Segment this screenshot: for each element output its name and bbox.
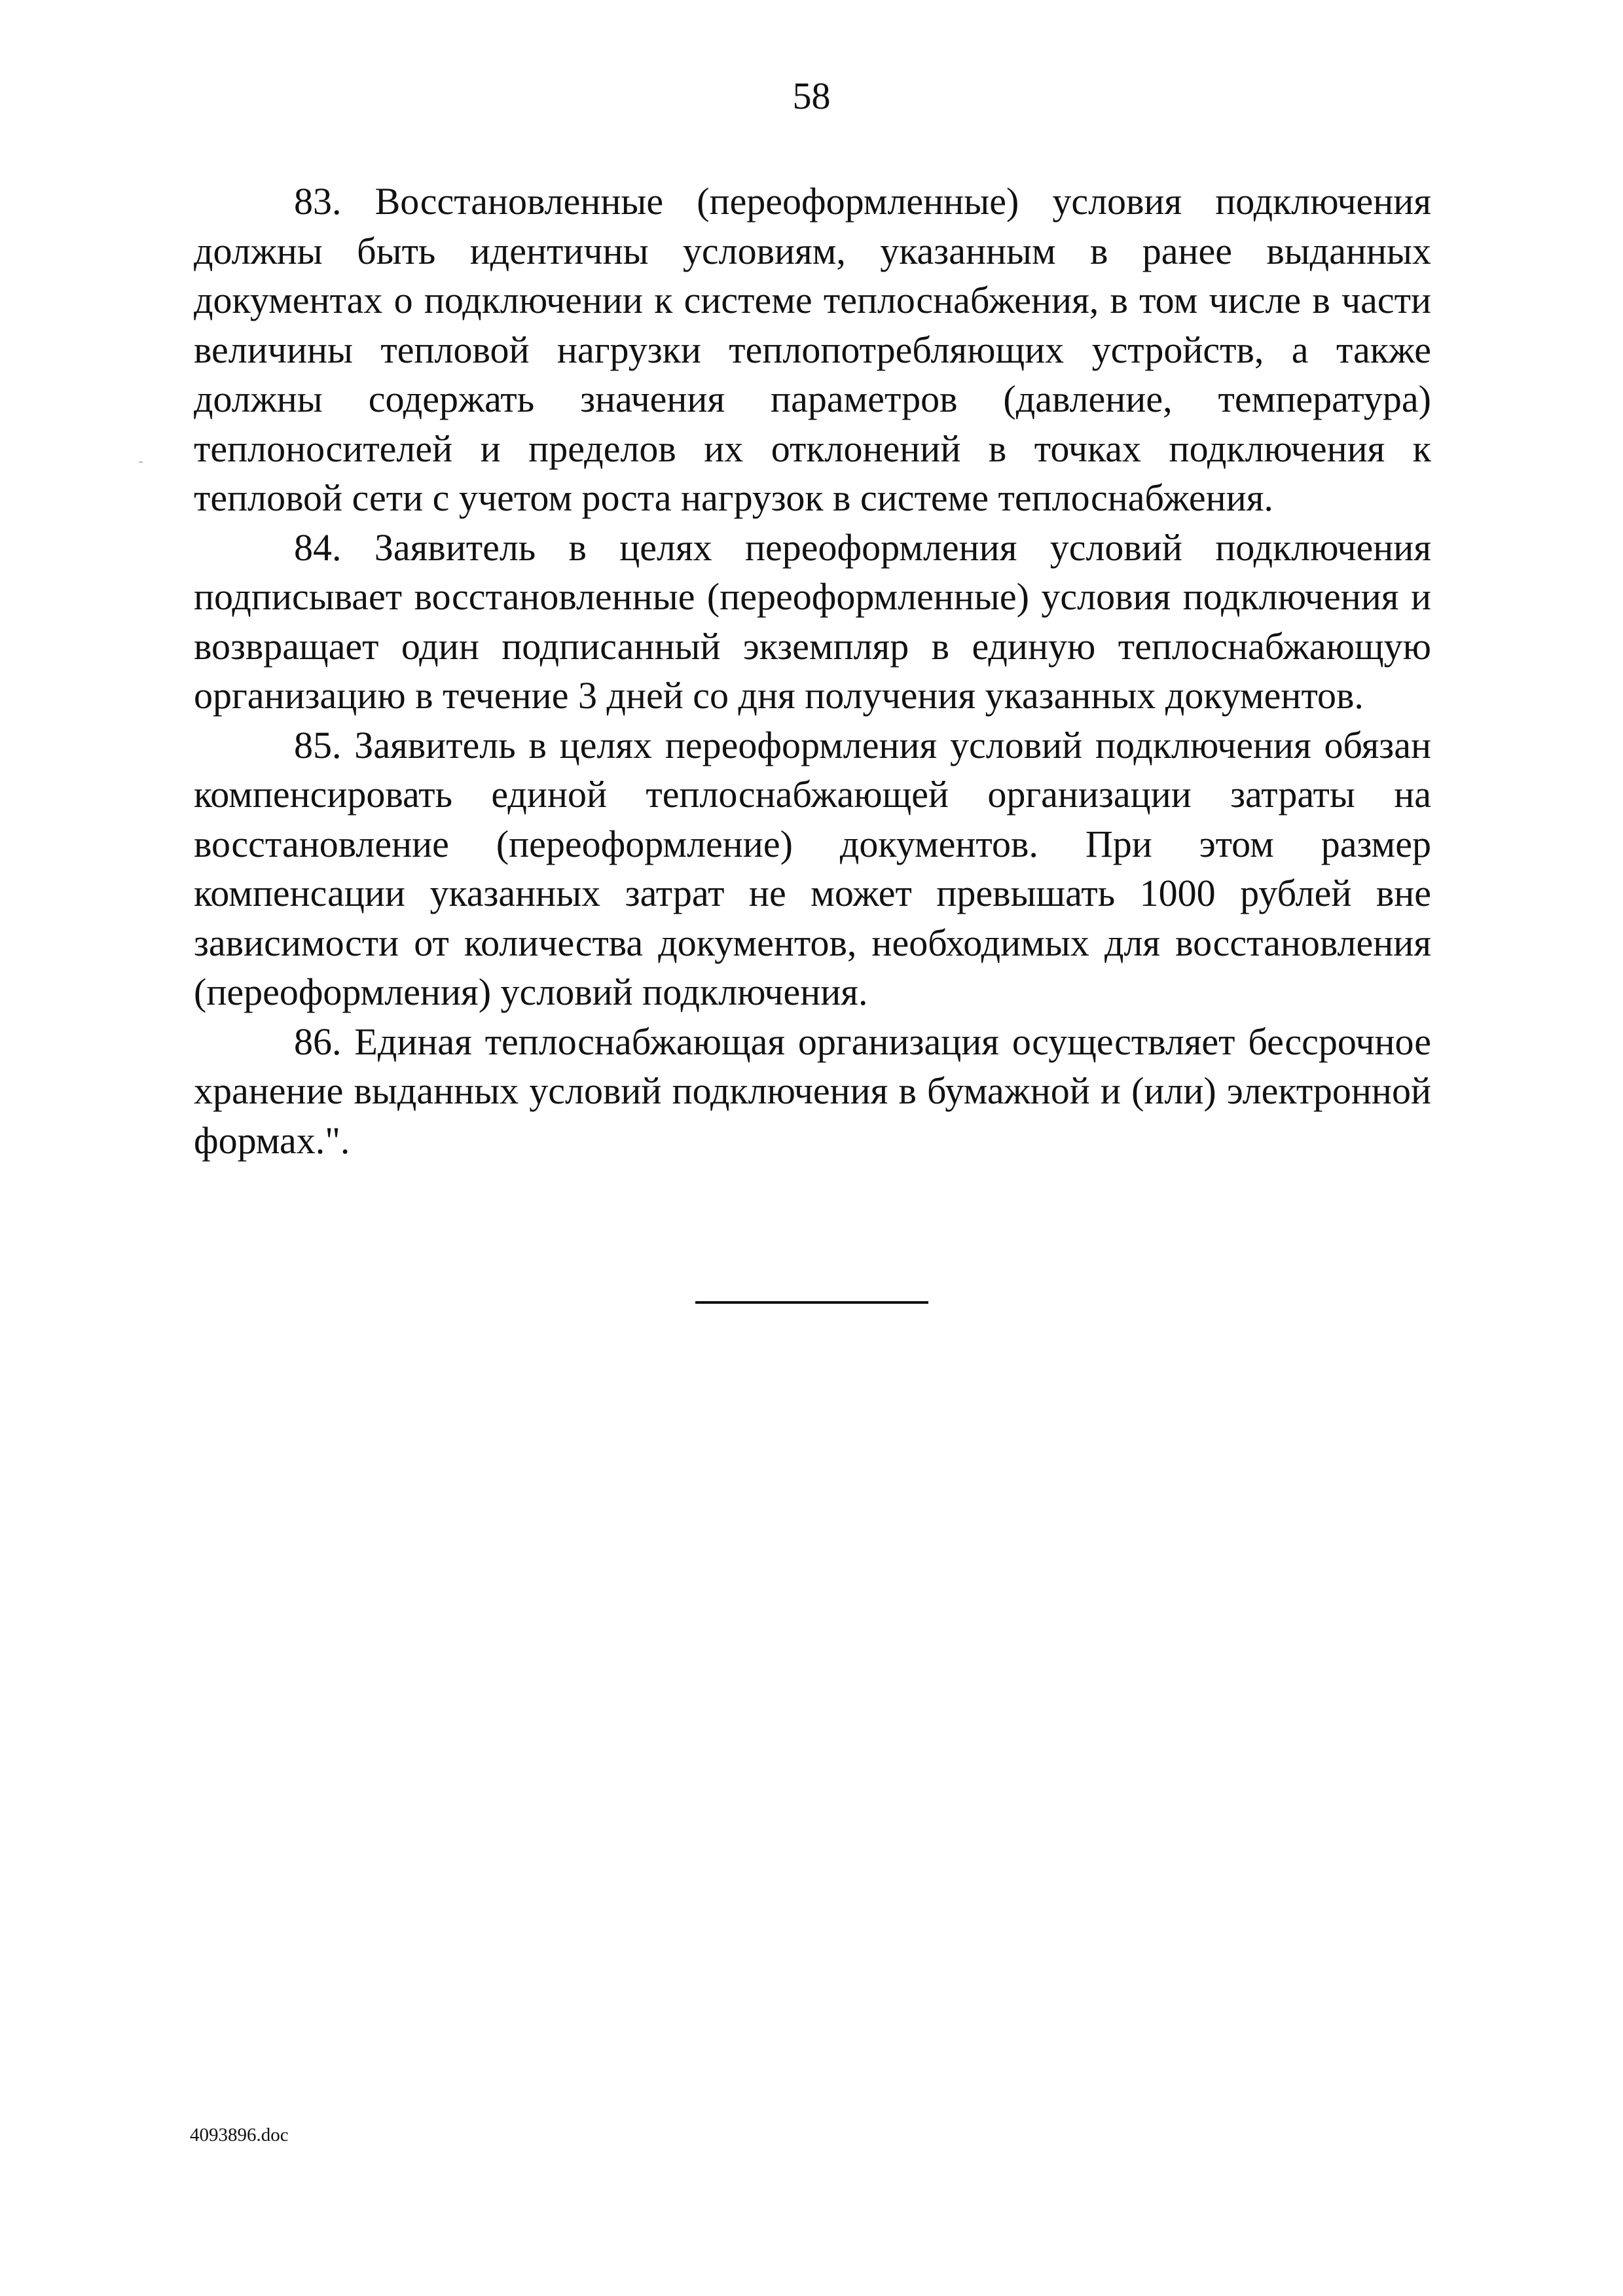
margin-mark [139, 461, 143, 463]
footer-document-code: 4093896.doc [190, 2125, 289, 2145]
paragraph-84: 84. Заявитель в целях переоформления условий подключения подписывает восстановленные (переоформленные) условия подключения и возвращает один подписанный экземпляр в единую теплоснабжающую организацию в течение 3 дней со дня получения указанных документов. [194, 526, 1431, 717]
paragraph-83: 83. Восстановленные (переоформленные) условия подключения должны быть идентичны условиям, указанным в ранее выданных документах о подключении к системе теплоснабжения, в том числе в части величины тепловой нагрузки теплопотребляющих устройств, а также должны содержать значения параметров (давление, температура) теплоносителей и пределов их отклонений в точках подключения к тепловой сети с учетом роста нагрузок в системе теплоснабжения. [194, 180, 1431, 519]
page-number: 58 [792, 75, 831, 117]
document-body [194, 177, 1431, 1165]
paragraph-86: 86. Единая теплоснабжающая организация осуществляет бессрочное хранение выданных условий подключения в бумажной и (или) электронной формах.". [194, 1020, 1431, 1162]
end-separator-line [695, 1301, 928, 1304]
paragraph-85: 85. Заявитель в целях переоформления условий подключения обязан компенсировать единой теплоснабжающей организации затраты на восстановление (переоформление) документов. При этом размер компенсации указанных затрат не может превышать 1000 рублей вне зависимости от количества документов, необходимых для восстановления (переоформления) условий подключения. [194, 723, 1431, 1013]
